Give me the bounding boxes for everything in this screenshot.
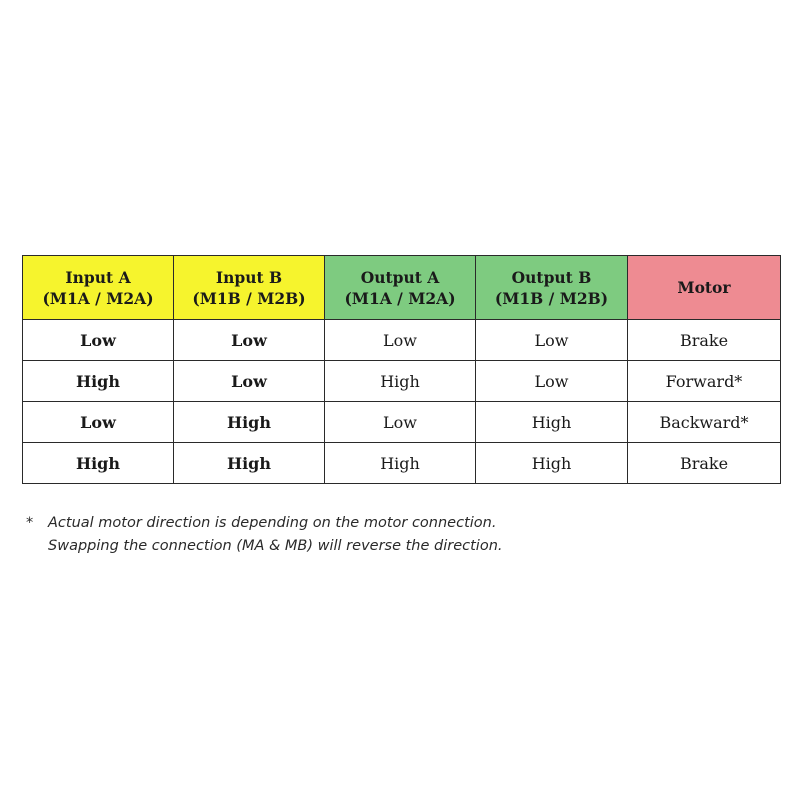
header-output-b: Output B (M1B / M2B) [476, 256, 628, 320]
cell-input-b: Low [174, 320, 325, 361]
table-row [23, 402, 781, 443]
cell-input-a: Low [23, 320, 174, 361]
cell-output-a: High [325, 361, 476, 402]
cell-motor: Brake [628, 320, 781, 361]
cell-input-b: High [174, 443, 325, 484]
cell-output-b: High [476, 402, 628, 443]
footnote-line-2: Swapping the connection (MA & MB) will reverse the direction. [48, 538, 503, 554]
cell-input-a: High [23, 361, 174, 402]
table-row [23, 320, 781, 361]
cell-input-b: High [174, 402, 325, 443]
header-output-a: Output A (M1A / M2A) [325, 256, 476, 320]
motor-truth-table [22, 255, 781, 484]
cell-motor: Forward* [628, 361, 781, 402]
cell-output-b: High [476, 443, 628, 484]
table-header-row [23, 256, 781, 320]
cell-motor: Backward* [628, 402, 781, 443]
table-row [23, 443, 781, 484]
cell-output-b: Low [476, 361, 628, 402]
cell-motor: Brake [628, 443, 781, 484]
cell-input-a: Low [23, 402, 174, 443]
header-motor: Motor [628, 256, 781, 320]
cell-input-a: High [23, 443, 174, 484]
cell-output-a: Low [325, 402, 476, 443]
header-input-a: Input A (M1A / M2A) [23, 256, 174, 320]
cell-output-b: Low [476, 320, 628, 361]
cell-output-a: Low [325, 320, 476, 361]
footnote-text-1: Actual motor direction is depending on the motor connection. [48, 515, 497, 531]
cell-input-b: Low [174, 361, 325, 402]
footnote-marker: * [26, 515, 34, 531]
footnote [26, 512, 766, 558]
header-input-b: Input B (M1B / M2B) [174, 256, 325, 320]
footnote-line-1 [26, 512, 766, 535]
cell-output-a: High [325, 443, 476, 484]
table-row [23, 361, 781, 402]
